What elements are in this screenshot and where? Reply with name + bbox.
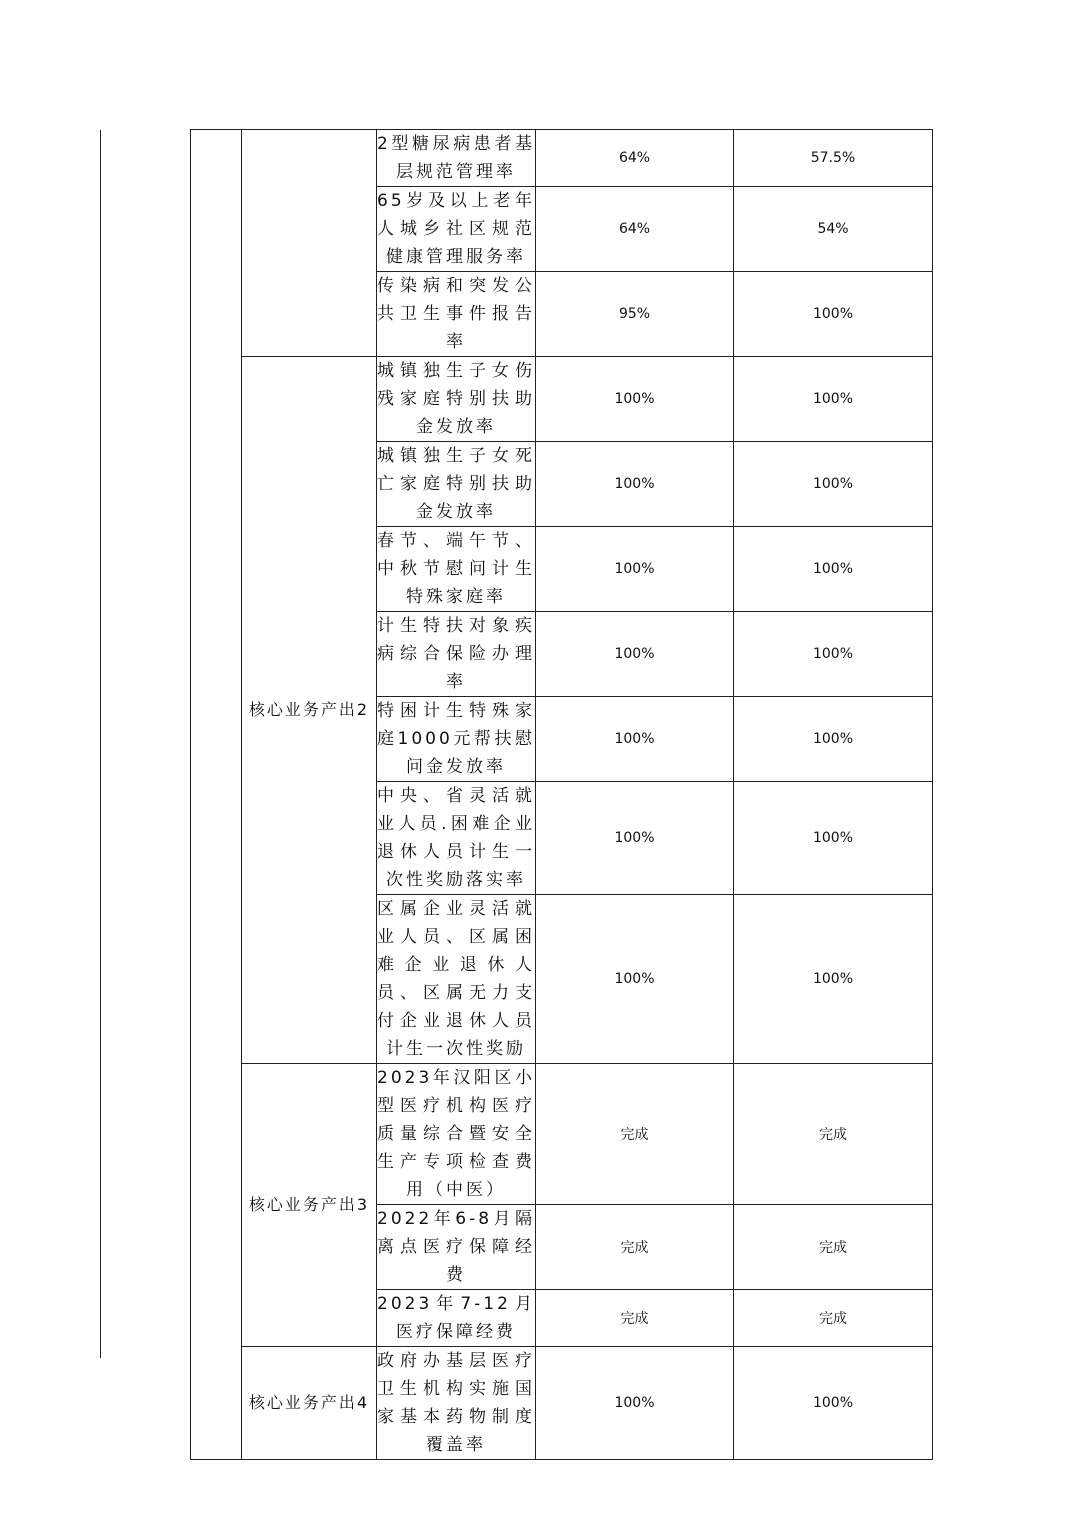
category-cell: 核心业务产出3 [242,1064,377,1347]
actual-value-cell: 完成 [734,1290,933,1347]
indicator-cell: 2023年7-12月医疗保障经费 [377,1290,536,1347]
target-value-cell: 100% [536,357,734,442]
performance-indicator-table [190,129,933,1460]
category-cell: 核心业务产出4 [242,1347,377,1460]
indicator-cell: 城镇独生子女伤残家庭特别扶助金发放率 [377,357,536,442]
table-row [191,1064,933,1205]
target-value-cell: 100% [536,1347,734,1460]
target-value-cell: 100% [536,612,734,697]
actual-value-cell: 100% [734,527,933,612]
actual-value-cell: 完成 [734,1205,933,1290]
indicator-cell: 政府办基层医疗卫生机构实施国家基本药物制度覆盖率 [377,1347,536,1460]
target-value-cell: 64% [536,130,734,187]
target-value-cell: 95% [536,272,734,357]
table-row [191,1347,933,1460]
actual-value-cell: 54% [734,187,933,272]
outer-category-cell [191,130,242,1460]
target-value-cell: 完成 [536,1290,734,1347]
indicator-cell: 城镇独生子女死亡家庭特别扶助金发放率 [377,442,536,527]
indicator-cell: 特困计生特殊家庭1000元帮扶慰问金发放率 [377,697,536,782]
indicator-cell: 2型糖尿病患者基层规范管理率 [377,130,536,187]
indicator-cell: 2022年6-8月隔离点医疗保障经费 [377,1205,536,1290]
actual-value-cell: 100% [734,697,933,782]
actual-value-cell: 100% [734,895,933,1064]
category-cell: 核心业务产出2 [242,357,377,1064]
actual-value-cell: 100% [734,1347,933,1460]
indicator-cell: 2023年汉阳区小型医疗机构医疗质量综合暨安全生产专项检查费用（中医） [377,1064,536,1205]
actual-value-cell: 100% [734,612,933,697]
table-row [191,357,933,442]
indicator-cell: 传染病和突发公共卫生事件报告率 [377,272,536,357]
indicator-cell: 65岁及以上老年人城乡社区规范健康管理服务率 [377,187,536,272]
target-value-cell: 100% [536,895,734,1064]
page-margin-line [100,130,101,1358]
target-value-cell: 100% [536,782,734,895]
table-row [191,130,933,187]
indicator-cell: 区属企业灵活就业人员、区属困难企业退休人员、区属无力支付企业退休人员计生一次性奖励 [377,895,536,1064]
actual-value-cell: 完成 [734,1064,933,1205]
indicator-cell: 计生特扶对象疾病综合保险办理率 [377,612,536,697]
actual-value-cell: 57.5% [734,130,933,187]
target-value-cell: 64% [536,187,734,272]
target-value-cell: 100% [536,697,734,782]
actual-value-cell: 100% [734,272,933,357]
actual-value-cell: 100% [734,442,933,527]
indicator-cell: 中央、省灵活就业人员.困难企业退休人员计生一次性奖励落实率 [377,782,536,895]
target-value-cell: 100% [536,527,734,612]
actual-value-cell: 100% [734,357,933,442]
target-value-cell: 完成 [536,1064,734,1205]
indicator-cell: 春节、端午节、中秋节慰问计生特殊家庭率 [377,527,536,612]
category-cell [242,130,377,357]
target-value-cell: 完成 [536,1205,734,1290]
target-value-cell: 100% [536,442,734,527]
actual-value-cell: 100% [734,782,933,895]
